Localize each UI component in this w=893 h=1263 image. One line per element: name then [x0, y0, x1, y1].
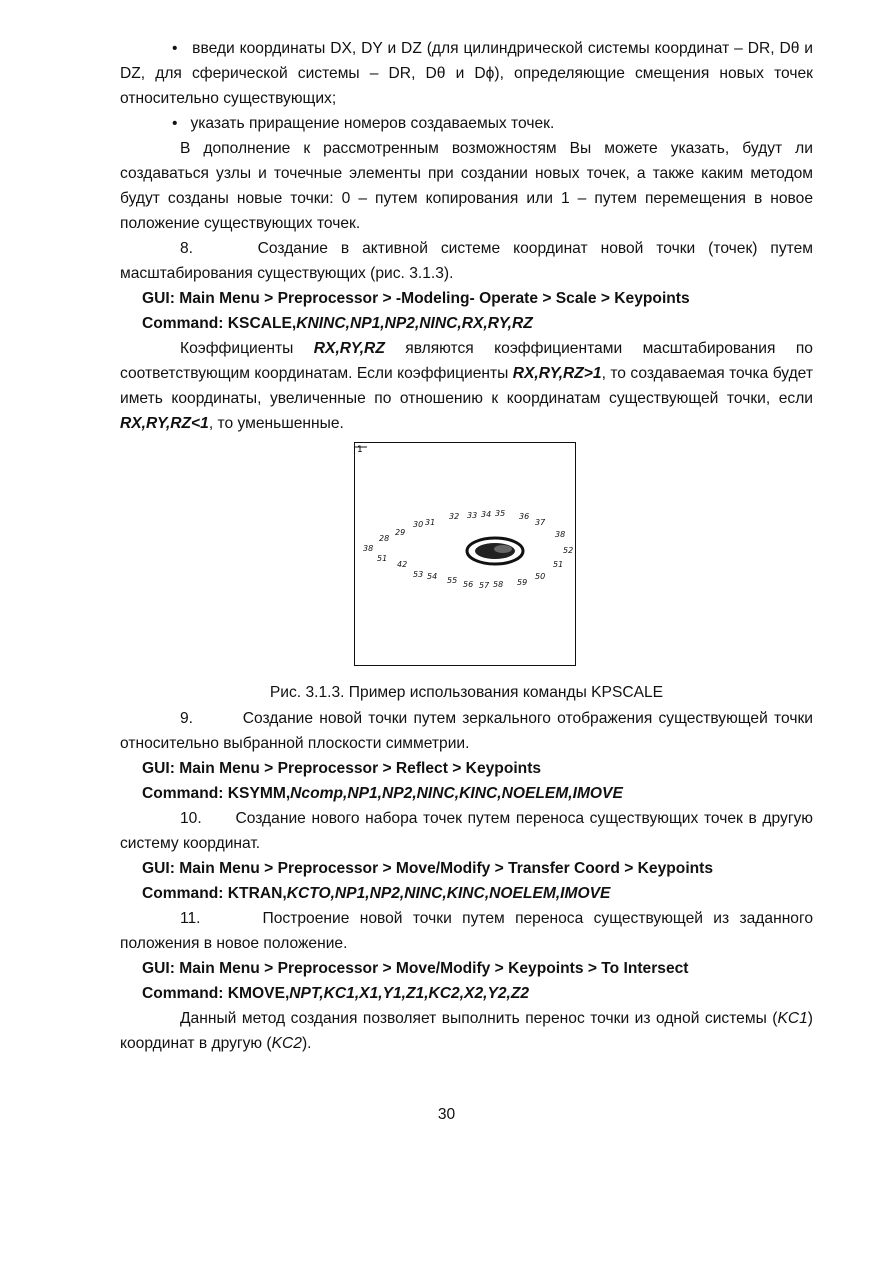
text-run: Данный метод создания позволяет выполнить перенос точки из одной системы (	[180, 1010, 778, 1027]
keypoint-label: 58	[493, 580, 504, 589]
gui-path-11	[120, 956, 813, 981]
corner-label: 1	[357, 445, 363, 455]
keypoint-label: 30	[413, 520, 424, 529]
command-name: KMOVE,	[227, 985, 290, 1002]
param-ref: RX,RY,RZ>1	[512, 365, 602, 382]
bullet-dot: •	[172, 40, 178, 57]
page-number: 30	[437, 1106, 456, 1123]
command-name: KTRAN,	[227, 885, 287, 902]
paragraph-item-9: 9. Создание новой точки путем зеркального отображения существующей точки относительно выбранной плоскости симметрии.	[120, 710, 813, 752]
keypoint-label: 35	[495, 509, 506, 518]
keypoint-label: 56	[463, 580, 474, 589]
gui-menu-path: Main Menu > Preprocessor > Move/Modify > Transfer Coord > Keypoints	[179, 860, 714, 877]
paragraph-coefficients	[120, 336, 813, 436]
keypoint-label: 28	[379, 534, 390, 543]
paragraph-item-10: 10. Создание нового набора точек путем переноса существующих точек в другую систему координат.	[120, 810, 813, 852]
keypoint-label: 51	[377, 554, 388, 563]
command-label: Command:	[142, 985, 224, 1002]
keypoint-label: 59	[517, 578, 528, 587]
keypoint-label: 55	[447, 576, 458, 585]
keypoint-label: 53	[413, 570, 424, 579]
keypoint-label: 36	[519, 512, 530, 521]
bullet-item-increment	[120, 111, 813, 136]
bullet-text: введи координаты DX, DY и DZ (для цилиндрической системы координат – DR, Dθ и DZ, для сферической системы – DR, Dθ и Dϕ), определяющие смещения новых точек относительно существующих;	[120, 40, 813, 107]
param-ref: RX,RY,RZ<1	[120, 415, 209, 432]
command-name: KSYMM,	[227, 785, 291, 802]
param-ref: RX,RY,RZ	[313, 340, 385, 357]
bullet-dot: •	[172, 115, 178, 132]
command-args: NPT,KC1,X1,Y1,Z1,KC2,X2,Y2,Z2	[289, 985, 530, 1002]
text-run: Коэффициенты	[180, 340, 294, 357]
command-label: Command:	[142, 885, 224, 902]
paragraph-item-8: 8. Создание в активной системе координат новой точки (точек) путем масштабирования существующих (рис. 3.1.3).	[120, 240, 813, 282]
command-label: Command:	[142, 785, 224, 802]
scaled-keypoint-cluster	[467, 538, 523, 564]
keypoint-label: 52	[563, 546, 574, 555]
inner-highlight	[494, 545, 512, 553]
keypoint-scale-plot	[355, 443, 574, 664]
keypoint-label: 51	[553, 560, 564, 569]
keypoint-label: 54	[427, 572, 438, 581]
param-ref: KC1	[777, 1010, 808, 1027]
gui-path-10	[120, 856, 813, 881]
gui-label: GUI:	[142, 860, 175, 877]
command-line-9	[120, 781, 813, 806]
keypoint-label: 34	[481, 510, 492, 519]
keypoint-label: 33	[467, 511, 478, 520]
document-page	[120, 36, 813, 1056]
keypoint-label: 31	[425, 518, 436, 527]
keypoint-label: 38	[555, 530, 566, 539]
bullet-item-coordinates	[120, 36, 813, 111]
paragraph-transfer-method	[120, 1006, 813, 1056]
text-run: ).	[301, 1035, 312, 1052]
gui-label: GUI:	[142, 290, 175, 307]
gui-path-8	[120, 286, 813, 311]
gui-path-9	[120, 756, 813, 781]
text-run: , то создаваемая точка будет иметь координаты, увеличенные по отношению к координатам существующей точки, если	[120, 365, 813, 407]
command-args: Ncomp,NP1,NP2,NINC,KINC,NOELEM,IMOVE	[290, 785, 623, 802]
gui-label: GUI:	[142, 960, 175, 977]
command-line-8	[120, 311, 813, 336]
text-run: являются коэффициентами масштабирования по соответствующим координатам. Если коэффициенты	[120, 340, 813, 382]
text-run: ) координат в другую (	[120, 1010, 813, 1052]
text-run: , то уменьшенные.	[208, 415, 344, 432]
keypoint-label: 57	[479, 581, 490, 590]
gui-menu-path: Main Menu > Preprocessor > Move/Modify > Keypoints > To Intersect	[179, 960, 689, 977]
command-label: Command:	[142, 315, 224, 332]
command-line-10	[120, 881, 813, 906]
gui-label: GUI:	[142, 760, 175, 777]
figure-caption: Рис. 3.1.3. Пример использования команды KPSCALE	[269, 684, 664, 701]
keypoint-label: 29	[395, 528, 406, 537]
command-name: KSCALE,	[227, 315, 297, 332]
keypoint-label: 42	[397, 560, 408, 569]
gui-menu-path: Main Menu > Preprocessor > Reflect > Keypoints	[179, 760, 542, 777]
command-line-11	[120, 981, 813, 1006]
figure-3-1-3	[120, 436, 813, 706]
gui-menu-path: Main Menu > Preprocessor > -Modeling- Operate > Scale > Keypoints	[179, 290, 690, 307]
keypoint-label: 38	[363, 544, 374, 553]
keypoint-label: 50	[535, 572, 546, 581]
param-ref: KC2	[271, 1035, 302, 1052]
figure-frame	[354, 442, 576, 666]
paragraph-item-11: 11. Построение новой точки путем переноса существующей из заданного положения в новое положение.	[120, 910, 813, 952]
command-args: KNINC,NP1,NP2,NINC,RX,RY,RZ	[296, 315, 533, 332]
command-args: KCTO,NP1,NP2,NINC,KINC,NOELEM,IMOVE	[286, 885, 611, 902]
keypoint-label: 32	[449, 512, 460, 521]
paragraph-options: В дополнение к рассмотренным возможностям Вы можете указать, будут ли создаваться узлы и точечные элементы при создании новых точек, а также каким методом будут созданы новые точки: 0 – путем копирования или 1 – путем перемещения в новое положение существующих точек.	[120, 140, 813, 232]
keypoint-label: 37	[535, 518, 546, 527]
bullet-text: указать приращение номеров создаваемых точек.	[190, 115, 555, 132]
